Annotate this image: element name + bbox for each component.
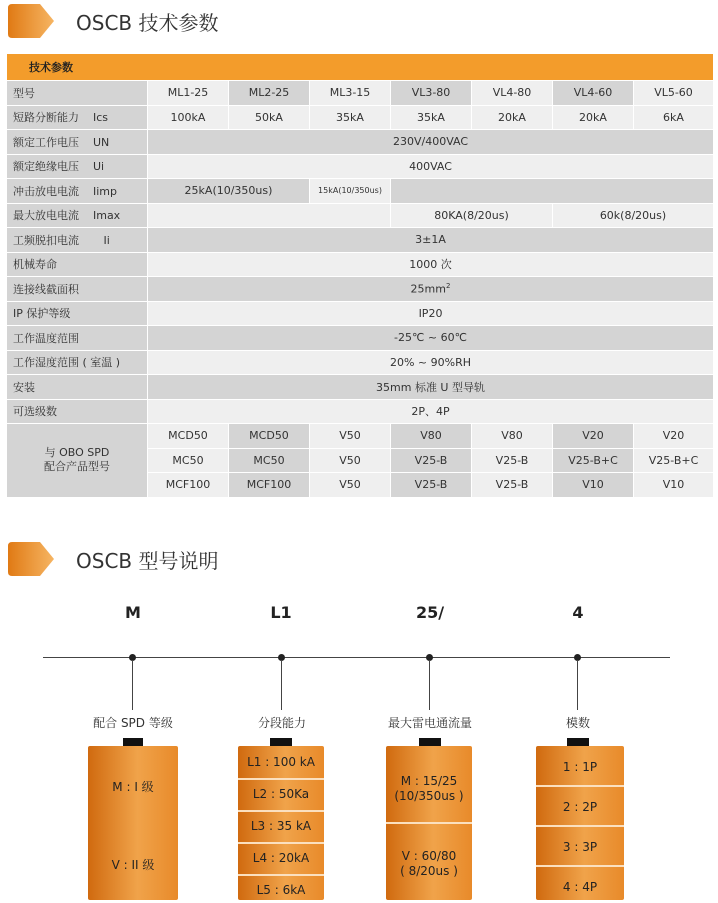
breaking-capacity-box: [238, 746, 324, 900]
spd-label-line: 配合产品型号: [44, 460, 110, 474]
ics-cell: 20kA: [553, 105, 634, 130]
wire-value: 25mm: [410, 282, 446, 296]
box-item: L2 : 50Ka: [252, 787, 310, 801]
model-cell: VL4-60: [553, 81, 634, 106]
ics-cell: 20kA: [472, 105, 553, 130]
box-tab: [567, 738, 589, 746]
spd-cell: MCD50: [229, 424, 310, 449]
box-tab: [419, 738, 441, 746]
spec-table: [6, 53, 714, 498]
table-row: [7, 252, 714, 277]
value-cell: -25℃ ~ 60℃: [148, 326, 714, 351]
orange-pentagon-icon: [8, 4, 54, 38]
box-item: 1 : 1P: [562, 760, 598, 774]
table-row: [7, 105, 714, 130]
spd-cell: V25-B+C: [634, 448, 714, 473]
section-title-text: OSCB 型号说明: [76, 548, 219, 573]
value-cell: 35mm 标准 U 型导轨: [148, 375, 714, 400]
code-segment-m: M: [125, 603, 141, 622]
value-cell: 230V/400VAC: [148, 130, 714, 155]
row-label: 最大放电电流 Imax: [7, 203, 148, 228]
value-cell: 3±1A: [148, 228, 714, 253]
row-label: 型号: [7, 81, 148, 106]
table-row: [7, 326, 714, 351]
wire-superscript: 2: [445, 281, 451, 290]
row-label: 可选级数: [7, 399, 148, 424]
code-segment-l1: L1: [270, 603, 292, 622]
table-header-row: [7, 54, 714, 81]
spd-cell: V50: [310, 424, 391, 449]
orange-pentagon-icon: [8, 542, 54, 576]
row-label: 冲击放电电流 Iimp: [7, 179, 148, 204]
spd-cell: V50: [310, 448, 391, 473]
box-divider: [386, 822, 472, 824]
ics-cell: 35kA: [391, 105, 472, 130]
box-divider: [536, 785, 624, 787]
modules-box: [536, 746, 624, 900]
box-divider: [238, 778, 324, 780]
box-item: 4 : 4P: [562, 880, 598, 894]
row-label: 工作温度范围: [7, 326, 148, 351]
spd-cell: V25-B: [391, 473, 472, 498]
model-cell: VL4-80: [472, 81, 553, 106]
row-label: 额定工作电压 UN: [7, 130, 148, 155]
ics-cell: 100kA: [148, 105, 229, 130]
box-item: ( 8/20us ): [400, 864, 458, 878]
table-row: [7, 277, 714, 302]
table-row: [7, 154, 714, 179]
row-label: 短路分断能力 Ics: [7, 105, 148, 130]
spd-cell: MC50: [148, 448, 229, 473]
table-row: [7, 228, 714, 253]
box-item: L1 : 100 kA: [247, 755, 315, 769]
value-cell: 20% ~ 90%RH: [148, 350, 714, 375]
box-divider: [238, 842, 324, 844]
row-label: 安装: [7, 375, 148, 400]
connector-line: [132, 660, 133, 710]
model-cell: ML2-25: [229, 81, 310, 106]
spd-label-line: 与 OBO SPD: [44, 446, 110, 460]
model-cell: VL5-60: [634, 81, 714, 106]
box-item: (10/350us ): [394, 789, 464, 803]
spd-label: [7, 424, 148, 498]
section-title-models: [8, 542, 218, 576]
box-item: M : I 级: [112, 780, 154, 794]
table-row: [7, 179, 714, 204]
box-tab: [123, 738, 143, 746]
table-row: [7, 203, 714, 228]
empty-cell: [391, 179, 714, 204]
category-label-modules: 模数: [565, 716, 590, 730]
box-item: L3 : 35 kA: [250, 819, 312, 833]
value-cell: 2P、4P: [148, 399, 714, 424]
box-item: 2 : 2P: [562, 800, 598, 814]
model-cell: ML3-15: [310, 81, 391, 106]
table-row: [7, 424, 714, 449]
spd-cell: V25-B: [472, 448, 553, 473]
table-header: 技术参数: [7, 54, 714, 81]
value-cell: 15kA(10/350us): [310, 179, 391, 204]
box-item: 3 : 3P: [562, 840, 598, 854]
box-item: V : 60/80: [401, 849, 457, 863]
spd-cell: V50: [310, 473, 391, 498]
row-label: 额定绝缘电压 Ui: [7, 154, 148, 179]
model-cell: VL3-80: [391, 81, 472, 106]
spd-cell: V10: [553, 473, 634, 498]
row-label: 连接线截面积: [7, 277, 148, 302]
table-row: [7, 81, 714, 106]
table-row: [7, 375, 714, 400]
ics-cell: 35kA: [310, 105, 391, 130]
spd-cell: MC50: [229, 448, 310, 473]
box-tab: [270, 738, 292, 746]
connector-line: [577, 660, 578, 710]
row-label: IP 保护等级: [7, 301, 148, 326]
value-cell: 400VAC: [148, 154, 714, 179]
box-divider: [238, 810, 324, 812]
spd-cell: V20: [634, 424, 714, 449]
connector-line: [281, 660, 282, 710]
row-label: 机械寿命: [7, 252, 148, 277]
ics-cell: 50kA: [229, 105, 310, 130]
connector-line: [429, 660, 430, 710]
category-label-spd-level: 配合 SPD 等级: [93, 716, 173, 730]
category-label-max-discharge: 最大雷电通流量: [387, 716, 472, 730]
empty-cell: [148, 203, 391, 228]
table-row: [7, 350, 714, 375]
spd-cell: V25-B: [391, 448, 472, 473]
value-cell: [148, 277, 714, 302]
model-cell: ML1-25: [148, 81, 229, 106]
section-title-specs: [8, 4, 218, 38]
category-label-breaking-capacity: 分段能力: [257, 716, 306, 730]
box-divider: [238, 874, 324, 876]
spd-cell: MCF100: [229, 473, 310, 498]
code-segment-25: 25/: [415, 603, 445, 622]
row-label: 工作湿度范围 ( 室温 ): [7, 350, 148, 375]
spd-cell: V80: [472, 424, 553, 449]
spd-cell: V20: [553, 424, 634, 449]
value-cell: IP20: [148, 301, 714, 326]
box-item: L4 : 20kA: [252, 851, 310, 865]
box-item: M : 15/25: [400, 774, 458, 788]
value-cell: 60k(8/20us): [553, 203, 714, 228]
box-item: V : II 级: [111, 858, 155, 872]
spd-cell: V25-B: [472, 473, 553, 498]
spd-cell: V80: [391, 424, 472, 449]
table-row: [7, 399, 714, 424]
max-discharge-box: [386, 746, 472, 900]
box-divider: [536, 825, 624, 827]
value-cell: 25kA(10/350us): [148, 179, 310, 204]
value-cell: 80KA(8/20us): [391, 203, 553, 228]
spd-cell: MCF100: [148, 473, 229, 498]
section-title-text: OSCB 技术参数: [76, 10, 219, 35]
box-item: L5 : 6kA: [256, 883, 306, 897]
table-row: [7, 301, 714, 326]
table-row: [7, 130, 714, 155]
spd-cell: MCD50: [148, 424, 229, 449]
ics-cell: 6kA: [634, 105, 714, 130]
spd-cell: V25-B+C: [553, 448, 634, 473]
row-label: 工频脱扣电流 Ii: [7, 228, 148, 253]
spd-level-box: [88, 746, 178, 900]
box-divider: [536, 865, 624, 867]
value-cell: 1000 次: [148, 252, 714, 277]
spd-cell: V10: [634, 473, 714, 498]
code-segment-4: 4: [572, 603, 584, 622]
